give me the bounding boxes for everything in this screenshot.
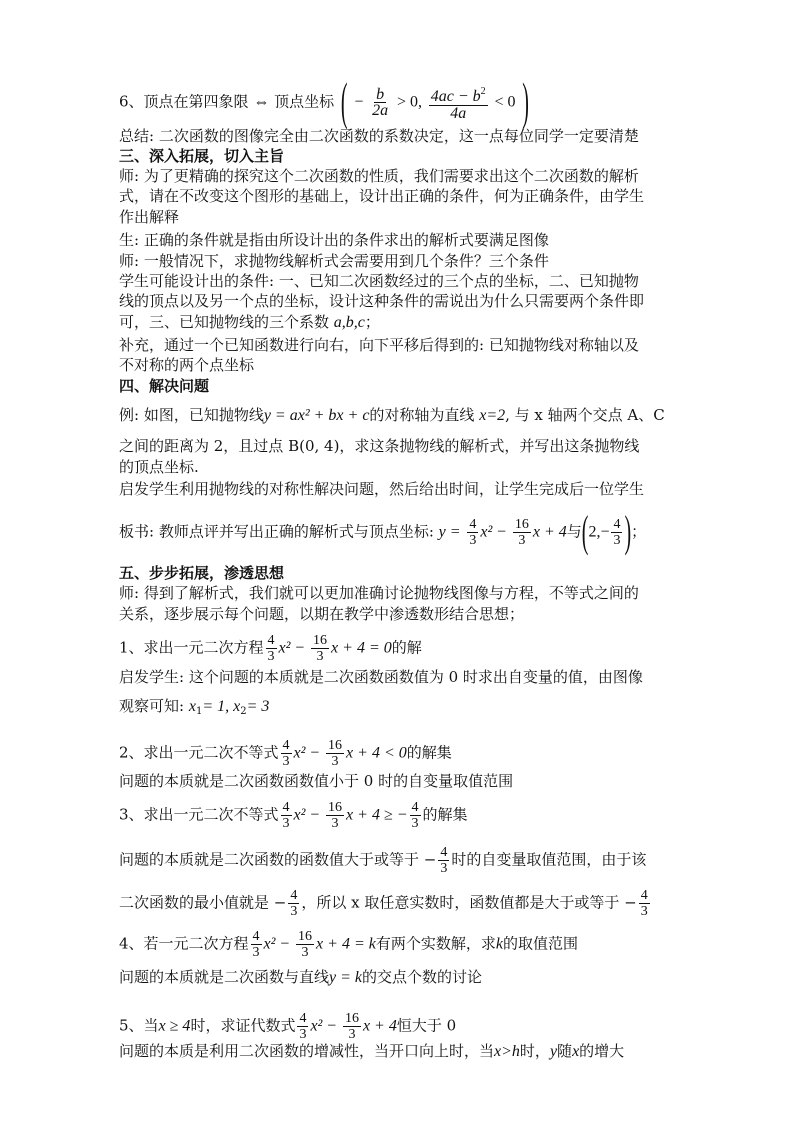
- fraction-b-2a: $\frac{b}{2a}$: [372, 86, 389, 119]
- section3-line2: 式，请在不改变这个图形的基础上，设计出正确的条件，何为正确条件，由学生: [119, 187, 645, 205]
- example-line: 例: 如图，已知抛物线y = ax² + bx + c的对称轴为直线 x=2, 与 x 轴两个交点 A、C: [119, 406, 665, 424]
- item6-text: 6、顶点在第四象限: [119, 92, 249, 111]
- item6-line: [119, 73, 531, 132]
- section3-line8: 可，三、已知抛物线的三个系数 a,b,c；: [119, 313, 380, 331]
- section3-line9: 补充，通过一个已知函数进行向右，向下平移后得到的: 已知抛物线对称轴以及: [119, 336, 639, 354]
- question5: 5、当x ≥ 4时，求证代数式 $\frac{4}{3}$ x² − $\frac{16}{3}$ x + 4恒大于 0: [119, 1011, 457, 1042]
- question1: 1、求出一元二次方程 $\frac{4}{3}$ x² − $\frac{16}{3}$ x + 4 = 0的解: [119, 633, 422, 664]
- section3-line10: 不对称的两个点坐标: [119, 356, 255, 374]
- open-paren: (: [340, 73, 348, 132]
- answer4: 问题的本质就是二次函数与直线y = k的交点个数的讨论: [119, 968, 483, 986]
- section4-heading: 四、解决问题: [119, 377, 210, 395]
- answer1-line2: 观察可知: $x_1= 1$, $x_2= 3$: [119, 697, 270, 717]
- section5-line1: 师: 得到了解析式，我们就可以更加准确讨论抛物线图像与方程，不等式之间的: [119, 584, 639, 602]
- example-line3: 的顶点坐标.: [119, 458, 199, 476]
- section3-line1: 师: 为了更精确的探究这个二次函数的性质，我们需要求出这个二次函数的解析: [119, 167, 639, 185]
- example-line5: 板书: 教师点评并写出正确的解析式与顶点坐标: y = $\frac{4}{3}$ x² − $\frac{16}{3}$ x + 4与(2,− $\frac{4}{3}$ )；: [119, 508, 647, 557]
- section3-line5: 师: 一般情况下，求抛物线解析式会需要用到几个条件？三个条件: [119, 252, 549, 270]
- section3-line7: 线的顶点以及另一个点的坐标，设计这种条件的需说出为什么只需要两个条件即: [119, 292, 645, 310]
- answer3-line1: 问题的本质就是二次函数的函数值大于或等于 − $\frac{4}{3}$ 时的自变量取值范围，由于该: [119, 845, 647, 876]
- close-paren: ): [522, 73, 529, 132]
- question4: 4、若一元二次方程 $\frac{4}{3}$ x² − $\frac{16}{3}$ x + 4 = k有两个实数解，求k的取值范围: [119, 929, 578, 960]
- section3-line4: 生: 正确的条件就是指由所设计出的条件求出的解析式要满足图像: [119, 231, 549, 249]
- example-line2: 之间的距离为 2，且过点 B(0, 4)，求这条抛物线的解析式，并写出这条抛物线: [119, 437, 640, 455]
- example-line4: 启发学生利用抛物线的对称性解决问题，然后给出时间，让学生完成后一位学生: [119, 480, 645, 498]
- summary-text: 总结: 二次函数的图像完全由二次函数的系数决定，这一点每位同学一定要清楚: [119, 127, 639, 145]
- section5-heading: 五、步步拓展，渗透思想: [119, 564, 285, 582]
- fraction-4ac: $\frac{4ac - b^2}{4a}$: [430, 86, 486, 122]
- vertex-label: 顶点坐标: [274, 92, 335, 111]
- section3-line3: 作出解释: [119, 208, 180, 226]
- lt-zero: < 0: [494, 93, 516, 111]
- iff-symbol: ⇔: [253, 93, 270, 111]
- question2: 2、求出一元二次不等式 $\frac{4}{3}$ x² − $\frac{16}{3}$ x + 4 < 0的解集: [119, 738, 452, 769]
- answer2: 问题的本质就是二次函数函数值小于 0 时的自变量取值范围: [119, 772, 514, 790]
- section5-line2: 关系，逐步展示每个问题，以期在教学中渗透数形结合思想；: [119, 605, 525, 623]
- question3: 3、求出一元二次不等式 $\frac{4}{3}$ x² − $\frac{16}{3}$ x + 4 ≥ − $\frac{4}{3}$ 的解集: [119, 800, 468, 831]
- gt-zero: > 0,: [396, 93, 422, 111]
- answer3-line2: 二次函数的最小值就是 − $\frac{4}{3}$ ，所以 x 取任意实数时，函数值都是大于或等于 − $\frac{4}{3}$: [119, 888, 648, 919]
- answer1-line1: 启发学生: 这个问题的本质就是二次函数函数值为 0 时求出自变量的值，由图像: [119, 668, 643, 686]
- section3-heading: 三、深入拓展，切入主旨: [119, 147, 285, 165]
- minus-sign: −: [354, 93, 364, 111]
- answer5: 问题的本质是利用二次函数的增减性，当开口向上时，当x>h时，y随x的增大: [119, 1042, 625, 1060]
- section3-line6: 学生可能设计出的条件: 一、已知二次函数经过的三个点的坐标，二、已知抛物: [119, 272, 639, 290]
